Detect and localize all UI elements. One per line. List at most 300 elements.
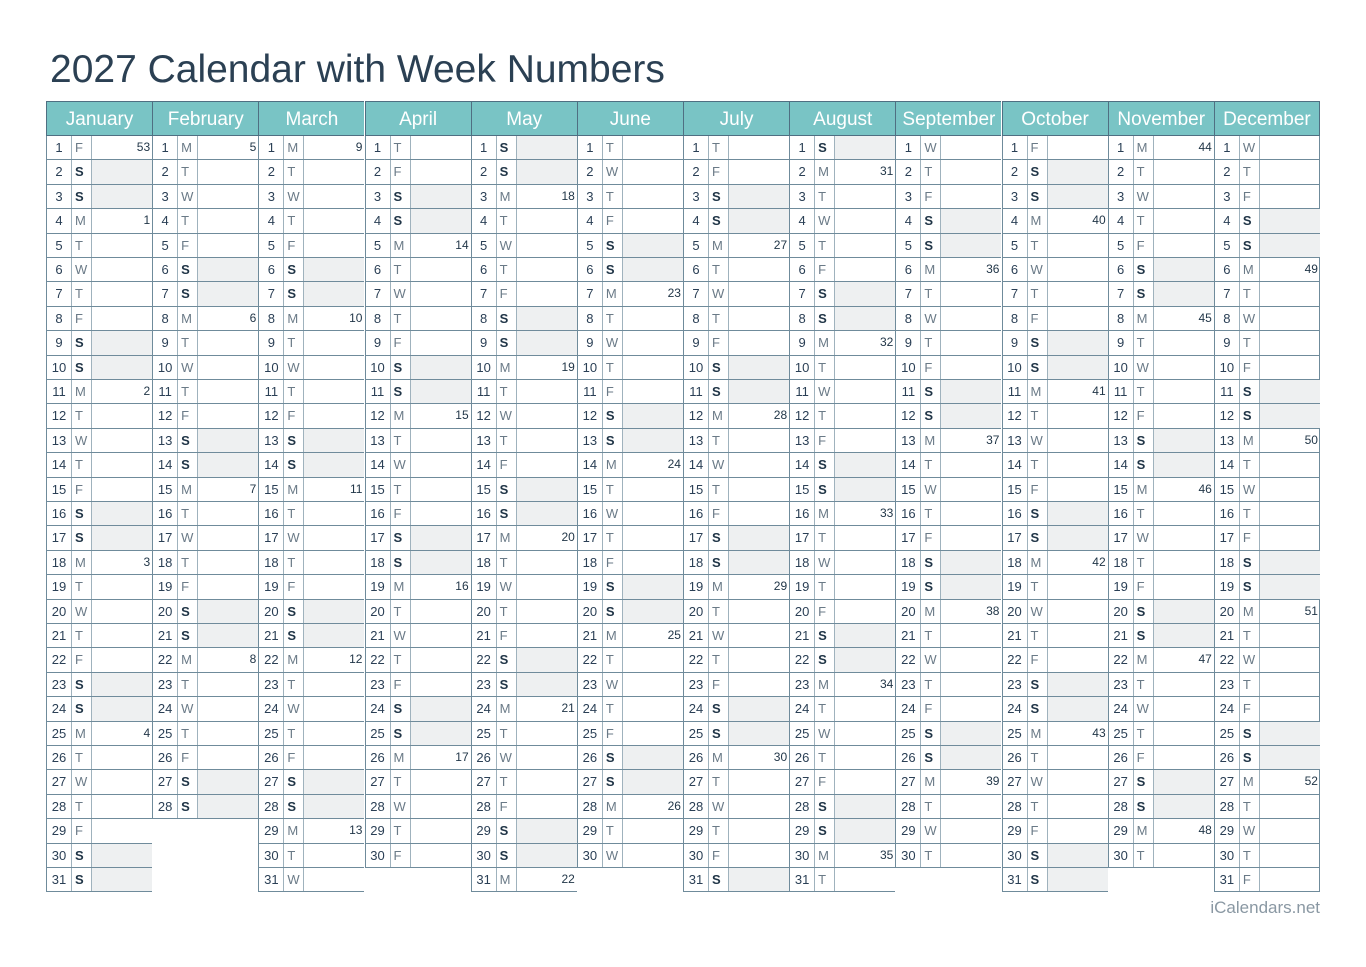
week-number	[623, 673, 683, 696]
weekday-letter: S	[921, 234, 941, 257]
week-number	[623, 380, 683, 403]
weekday-letter: S	[709, 380, 729, 403]
day-number: 9	[684, 331, 709, 354]
month-column-february	[152, 101, 258, 814]
day-number: 5	[472, 234, 497, 257]
week-number	[1154, 234, 1214, 257]
day-number: 26	[896, 746, 921, 769]
day-number: 7	[1109, 282, 1134, 305]
weekday-letter: S	[178, 624, 198, 647]
day-row	[1214, 624, 1320, 648]
week-number	[1048, 356, 1108, 379]
weekday-letter: M	[1028, 551, 1048, 574]
day-number: 19	[259, 575, 284, 598]
weekday-letter: T	[921, 673, 941, 696]
weekday-letter: T	[1028, 624, 1048, 647]
day-number: 29	[1003, 819, 1028, 842]
day-number: 5	[684, 234, 709, 257]
weekday-letter: W	[709, 795, 729, 818]
week-number	[729, 502, 789, 525]
day-row	[46, 331, 152, 355]
week-number	[1154, 844, 1214, 867]
day-number: 23	[578, 673, 603, 696]
week-number	[198, 429, 258, 452]
day-row	[365, 746, 471, 770]
day-row	[258, 746, 364, 770]
day-row	[46, 307, 152, 331]
week-number	[941, 282, 1001, 305]
weekday-letter: F	[921, 356, 941, 379]
week-number	[835, 770, 895, 793]
weekday-letter: S	[1028, 160, 1048, 183]
weekday-letter: T	[603, 136, 623, 159]
weekday-letter: T	[815, 356, 835, 379]
week-number	[92, 624, 152, 647]
weekday-letter: T	[178, 160, 198, 183]
day-number: 8	[578, 307, 603, 330]
week-number	[1154, 356, 1214, 379]
day-row	[1108, 819, 1214, 843]
month-header: July	[683, 101, 789, 136]
week-number	[1048, 600, 1108, 623]
week-number: 32	[879, 335, 894, 350]
weekday-letter: T	[709, 429, 729, 452]
week-number	[623, 697, 683, 720]
weekday-letter: S	[1028, 844, 1048, 867]
week-number: 20	[561, 530, 575, 545]
day-number: 8	[684, 307, 709, 330]
day-number: 10	[684, 356, 709, 379]
day-row	[258, 648, 364, 672]
weekday-letter: S	[1240, 722, 1260, 745]
day-row	[895, 819, 1001, 843]
week-number	[1260, 844, 1320, 867]
day-row	[1002, 526, 1108, 550]
day-row	[895, 307, 1001, 331]
day-row	[789, 307, 895, 331]
week-number	[1260, 795, 1320, 818]
day-row	[365, 819, 471, 843]
day-row	[683, 502, 789, 526]
day-number: 23	[366, 673, 391, 696]
week-number	[941, 624, 1001, 647]
day-row	[1108, 478, 1214, 502]
weekday-letter: F	[391, 502, 411, 525]
day-row	[1108, 209, 1214, 233]
day-row	[152, 770, 258, 794]
weekday-letter: F	[709, 844, 729, 867]
day-row	[46, 136, 152, 160]
day-number: 15	[896, 478, 921, 501]
weekday-letter: W	[603, 160, 623, 183]
week-number: 52	[1304, 774, 1318, 789]
weekday-letter: W	[921, 819, 941, 842]
day-row	[1108, 600, 1214, 624]
weekday-letter: W	[921, 478, 941, 501]
day-number: 10	[1003, 356, 1028, 379]
month-header: September	[895, 101, 1001, 136]
week-number	[198, 453, 258, 476]
day-number: 23	[259, 673, 284, 696]
weekday-letter: S	[603, 234, 623, 257]
day-row	[789, 185, 895, 209]
weekday-letter: T	[1028, 404, 1048, 427]
day-number: 20	[47, 600, 72, 623]
day-number: 19	[366, 575, 391, 598]
day-row	[789, 819, 895, 843]
day-row	[1214, 234, 1320, 258]
day-number: 12	[1003, 404, 1028, 427]
day-number: 8	[1215, 307, 1240, 330]
weekday-letter: T	[603, 185, 623, 208]
weekday-letter: S	[1134, 624, 1154, 647]
week-number	[304, 185, 364, 208]
week-number	[198, 526, 258, 549]
day-number: 8	[259, 307, 284, 330]
day-number: 3	[790, 185, 815, 208]
week-number	[517, 844, 577, 867]
day-number: 22	[153, 648, 178, 671]
weekday-letter: T	[1240, 795, 1260, 818]
day-row	[1002, 502, 1108, 526]
week-number	[835, 624, 895, 647]
day-row	[789, 648, 895, 672]
week-number	[729, 307, 789, 330]
day-row	[683, 429, 789, 453]
weekday-letter: S	[1028, 526, 1048, 549]
weekday-letter: F	[921, 526, 941, 549]
month-header: August	[789, 101, 895, 136]
weekday-letter: T	[391, 307, 411, 330]
day-number: 26	[1109, 746, 1134, 769]
day-number: 3	[153, 185, 178, 208]
day-row	[577, 819, 683, 843]
weekday-letter: W	[284, 185, 304, 208]
week-number	[1154, 282, 1214, 305]
day-row	[258, 502, 364, 526]
day-row	[1214, 868, 1320, 892]
day-row	[1108, 551, 1214, 575]
day-row	[1214, 575, 1320, 599]
day-row	[789, 697, 895, 721]
day-number: 11	[578, 380, 603, 403]
day-row	[1002, 185, 1108, 209]
weekday-letter: W	[709, 453, 729, 476]
day-row	[152, 307, 258, 331]
day-row	[471, 868, 577, 892]
weekday-letter: T	[709, 136, 729, 159]
day-row	[1214, 307, 1320, 331]
day-row	[1108, 380, 1214, 404]
weekday-letter: F	[178, 404, 198, 427]
day-row	[46, 624, 152, 648]
week-number	[729, 722, 789, 745]
week-number	[1048, 697, 1108, 720]
weekday-letter: W	[1134, 526, 1154, 549]
weekday-letter: T	[391, 429, 411, 452]
week-number	[835, 478, 895, 501]
week-number	[198, 795, 258, 818]
day-number: 26	[47, 746, 72, 769]
weekday-letter: M	[72, 551, 92, 574]
week-number	[1154, 209, 1214, 232]
week-number	[1260, 648, 1320, 671]
weekday-letter: W	[1240, 307, 1260, 330]
day-number: 27	[153, 770, 178, 793]
month-column-april	[365, 101, 471, 863]
weekday-letter: T	[709, 648, 729, 671]
weekday-letter: F	[603, 380, 623, 403]
day-row	[471, 600, 577, 624]
week-number	[304, 844, 364, 867]
day-number: 15	[790, 478, 815, 501]
week-number	[411, 185, 471, 208]
day-number: 29	[684, 819, 709, 842]
weekday-letter: F	[709, 160, 729, 183]
day-number: 13	[896, 429, 921, 452]
day-row	[471, 234, 577, 258]
month-column-august	[789, 101, 895, 887]
day-number: 12	[47, 404, 72, 427]
day-number: 21	[153, 624, 178, 647]
day-row	[1108, 356, 1214, 380]
day-row	[1108, 673, 1214, 697]
day-row	[46, 160, 152, 184]
weekday-letter: S	[709, 526, 729, 549]
day-row	[471, 404, 577, 428]
week-number	[1260, 819, 1320, 842]
day-row	[365, 136, 471, 160]
day-row	[258, 209, 364, 233]
weekday-letter: W	[1240, 648, 1260, 671]
day-row	[683, 307, 789, 331]
day-row	[789, 380, 895, 404]
day-row	[471, 770, 577, 794]
day-row	[471, 380, 577, 404]
weekday-letter: T	[1240, 624, 1260, 647]
day-row	[471, 502, 577, 526]
week-number	[92, 160, 152, 183]
day-number: 9	[896, 331, 921, 354]
day-row	[46, 258, 152, 282]
weekday-letter: M	[284, 136, 304, 159]
week-number: 33	[879, 506, 894, 520]
day-number: 17	[47, 526, 72, 549]
weekday-letter: S	[1240, 234, 1260, 257]
month-column-september	[895, 101, 1001, 863]
day-number: 1	[684, 136, 709, 159]
day-number: 10	[366, 356, 391, 379]
day-row	[46, 404, 152, 428]
day-number: 15	[684, 478, 709, 501]
day-number: 13	[1003, 429, 1028, 452]
day-number: 3	[1003, 185, 1028, 208]
day-number: 24	[578, 697, 603, 720]
week-number	[729, 600, 789, 623]
weekday-letter: S	[603, 258, 623, 281]
weekday-letter: S	[1240, 209, 1260, 232]
day-number: 19	[1003, 575, 1028, 598]
weekday-letter: T	[815, 234, 835, 257]
week-number	[198, 770, 258, 793]
weekday-letter: S	[72, 844, 92, 867]
week-number	[623, 770, 683, 793]
day-number: 31	[47, 868, 72, 891]
week-number	[198, 160, 258, 183]
day-row	[365, 600, 471, 624]
day-row	[258, 282, 364, 306]
weekday-letter: W	[284, 526, 304, 549]
day-number: 12	[153, 404, 178, 427]
day-row	[471, 282, 577, 306]
week-number	[92, 185, 152, 208]
week-number	[941, 844, 1001, 867]
weekday-letter: F	[72, 136, 92, 159]
week-number	[1048, 234, 1108, 257]
weekday-letter: S	[178, 282, 198, 305]
day-number: 30	[790, 844, 815, 867]
day-number: 17	[790, 526, 815, 549]
day-row	[577, 136, 683, 160]
week-number	[623, 258, 683, 281]
weekday-letter: F	[1028, 136, 1048, 159]
day-number: 24	[47, 697, 72, 720]
day-number: 7	[896, 282, 921, 305]
day-row	[1002, 868, 1108, 892]
day-row	[471, 136, 577, 160]
day-row	[258, 526, 364, 550]
weekday-letter: T	[178, 673, 198, 696]
weekday-letter: T	[284, 722, 304, 745]
day-row	[1002, 356, 1108, 380]
month-column-july	[683, 101, 789, 887]
weekday-letter: T	[815, 404, 835, 427]
day-row	[895, 234, 1001, 258]
weekday-letter: M	[603, 453, 623, 476]
day-number: 18	[1215, 551, 1240, 574]
day-row	[789, 844, 895, 868]
weekday-letter: M	[178, 478, 198, 501]
day-row	[577, 673, 683, 697]
day-row	[152, 234, 258, 258]
day-number: 4	[896, 209, 921, 232]
day-number: 22	[47, 648, 72, 671]
day-number: 2	[1215, 160, 1240, 183]
week-number: 17	[455, 750, 469, 764]
day-row	[365, 648, 471, 672]
day-number: 17	[1003, 526, 1028, 549]
month-column-december	[1214, 101, 1320, 887]
week-number: 46	[1198, 481, 1212, 496]
week-number	[1154, 600, 1214, 623]
week-number	[835, 258, 895, 281]
weekday-letter: S	[284, 453, 304, 476]
week-number	[729, 356, 789, 379]
weekday-letter: S	[603, 429, 623, 452]
day-number: 16	[259, 502, 284, 525]
week-number	[517, 160, 577, 183]
week-number	[92, 331, 152, 354]
day-number: 19	[153, 575, 178, 598]
week-number	[729, 551, 789, 574]
week-number	[517, 404, 577, 427]
weekday-letter: W	[72, 429, 92, 452]
weekday-letter: S	[284, 795, 304, 818]
weekday-letter: W	[72, 770, 92, 793]
day-row	[258, 331, 364, 355]
day-number: 17	[153, 526, 178, 549]
day-row	[789, 209, 895, 233]
week-number: 38	[986, 603, 1000, 618]
day-row	[258, 575, 364, 599]
day-row	[577, 185, 683, 209]
day-number: 8	[472, 307, 497, 330]
month-header: April	[365, 101, 471, 136]
weekday-letter: M	[284, 478, 304, 501]
weekday-letter: S	[72, 331, 92, 354]
week-number: 40	[1092, 213, 1106, 228]
day-row	[1108, 575, 1214, 599]
month-header: December	[1214, 101, 1320, 136]
weekday-letter: S	[815, 648, 835, 671]
week-number	[941, 575, 1001, 598]
week-number	[729, 673, 789, 696]
weekday-letter: F	[1028, 478, 1048, 501]
day-number: 10	[472, 356, 497, 379]
weekday-letter: W	[709, 282, 729, 305]
week-number	[411, 307, 471, 330]
week-number	[411, 282, 471, 305]
week-number	[517, 307, 577, 330]
weekday-letter: W	[178, 697, 198, 720]
weekday-letter: W	[1028, 770, 1048, 793]
day-row	[683, 185, 789, 209]
day-row	[365, 575, 471, 599]
day-number: 29	[790, 819, 815, 842]
day-row	[152, 648, 258, 672]
day-row	[152, 722, 258, 746]
day-row	[1002, 234, 1108, 258]
day-row	[258, 819, 364, 843]
brand-footer[interactable]: iCalendars.net	[1210, 898, 1320, 917]
weekday-letter: W	[1240, 819, 1260, 842]
week-number	[941, 404, 1001, 427]
weekday-letter: M	[603, 624, 623, 647]
day-row	[895, 185, 1001, 209]
week-number	[729, 844, 789, 867]
day-number: 17	[366, 526, 391, 549]
day-row	[152, 209, 258, 233]
weekday-letter: T	[815, 868, 835, 891]
day-number: 6	[153, 258, 178, 281]
day-number: 27	[578, 770, 603, 793]
day-number: 13	[1215, 429, 1240, 452]
week-number	[198, 258, 258, 281]
day-number: 9	[790, 331, 815, 354]
week-number	[941, 234, 1001, 257]
day-row	[152, 160, 258, 184]
day-row	[365, 502, 471, 526]
day-row	[1214, 770, 1320, 794]
weekday-letter: W	[603, 673, 623, 696]
week-number	[92, 600, 152, 623]
week-number: 12	[349, 652, 363, 667]
week-number	[835, 185, 895, 208]
weekday-letter: S	[391, 380, 411, 403]
day-number: 10	[47, 356, 72, 379]
weekday-letter: F	[391, 331, 411, 354]
day-row	[1214, 478, 1320, 502]
